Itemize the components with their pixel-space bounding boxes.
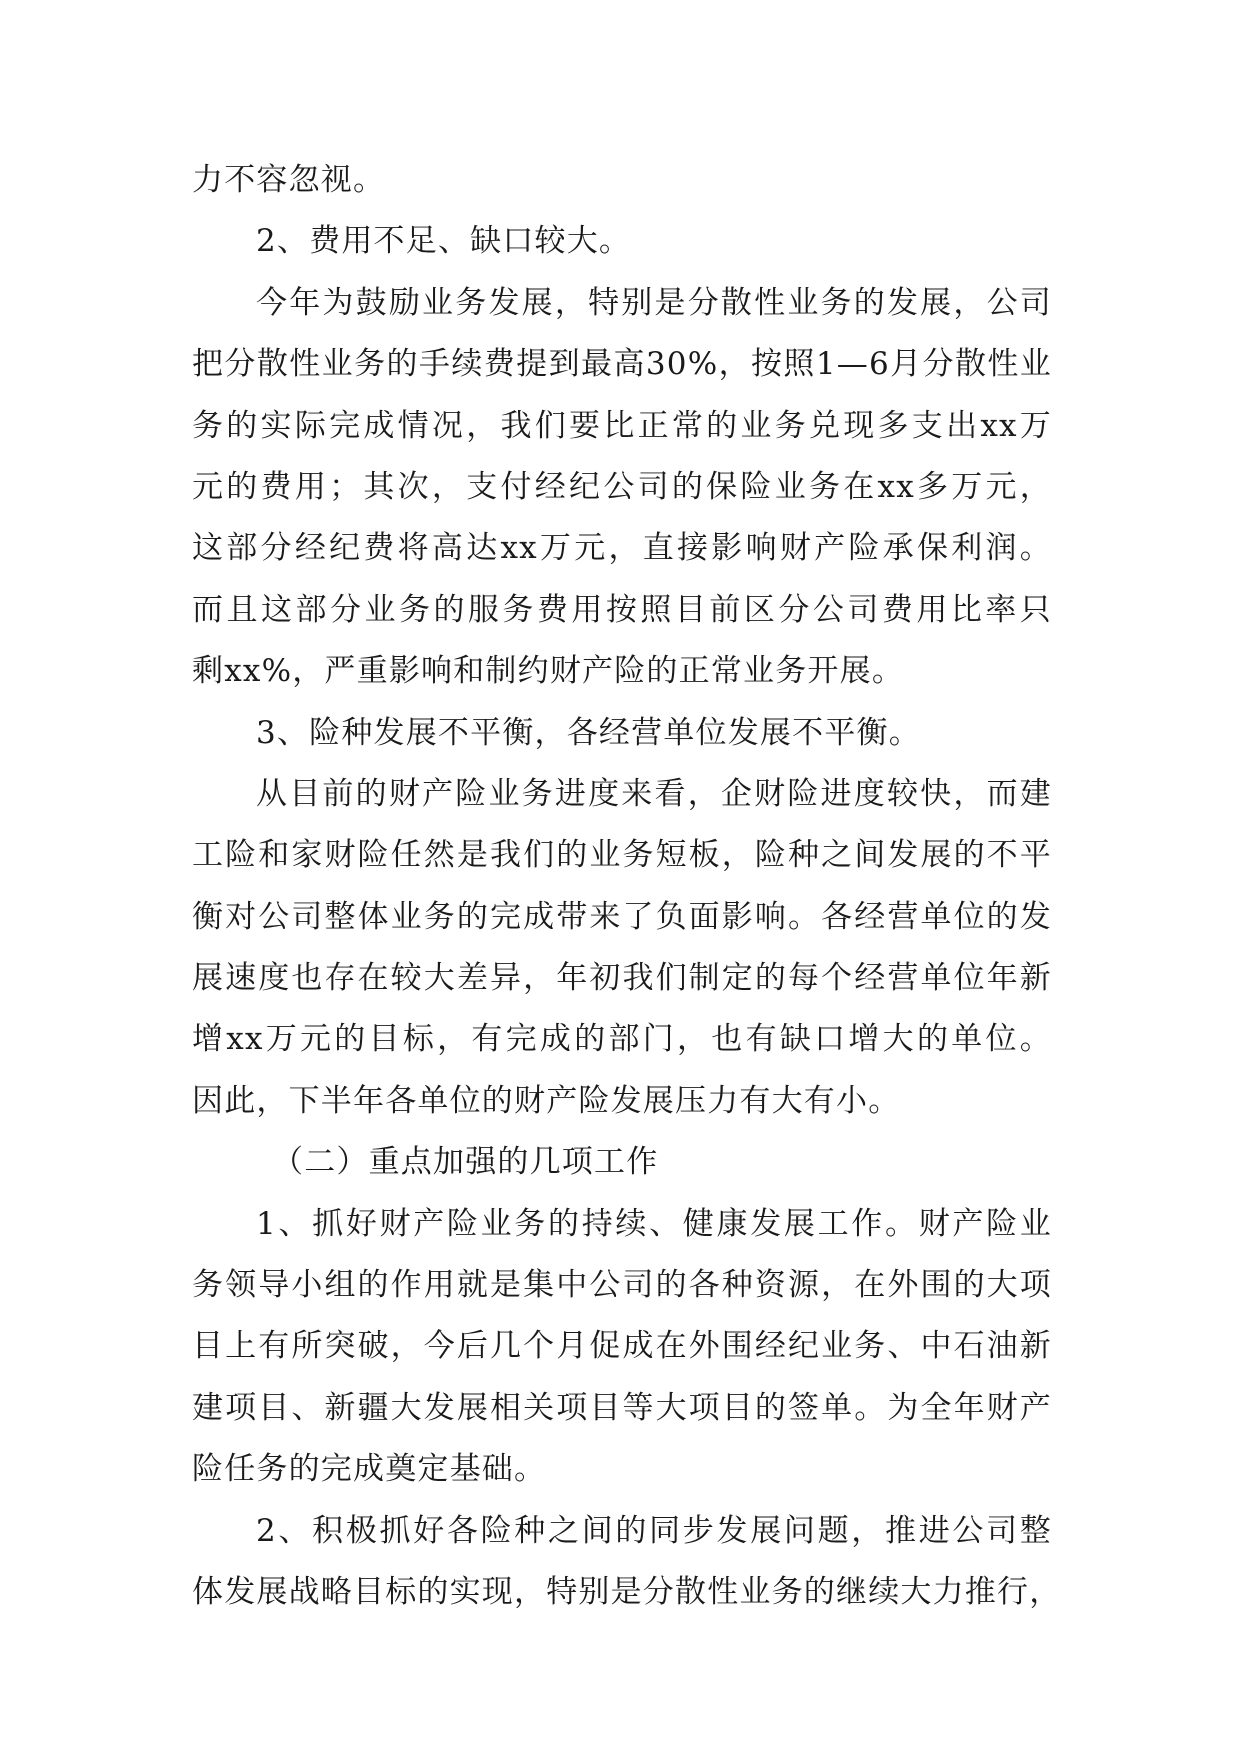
text-line: 1、抓好财产险业务的持续、健康发展工作。财产险业 [256, 1205, 1052, 1242]
text-line: 把分散性业务的手续费提到最高30%，按照1—6月分散性业 [192, 346, 1052, 383]
text-line: 因此，下半年各单位的财产险发展压力有大有小。 [192, 1082, 901, 1119]
section-heading: （二）重点加强的几项工作 [272, 1144, 659, 1181]
text-line: 展速度也存在较大差异，年初我们制定的每个经营单位年新 [192, 960, 1052, 997]
text-line: 增xx万元的目标，有完成的部门，也有缺口增大的单位。 [192, 1021, 1052, 1058]
text-line: 力不容忽视。 [192, 162, 386, 198]
text-line: 工险和家财险任然是我们的业务短板，险种之间发展的不平 [192, 837, 1052, 874]
text-line: 从目前的财产险业务进度来看，企财险进度较快，而建 [256, 775, 1052, 812]
text-line: 目上有所突破，今后几个月促成在外围经纪业务、中石油新 [192, 1328, 1052, 1365]
text-line: 2、积极抓好各险种之间的同步发展问题，推进公司整 [256, 1512, 1052, 1549]
text-line: 这部分经纪费将高达xx万元，直接影响财产险承保利润。 [192, 530, 1052, 567]
text-line: 2、费用不足、缺口较大。 [256, 223, 632, 260]
text-line: 务的实际完成情况，我们要比正常的业务兑现多支出xx万 [192, 407, 1052, 444]
text-line: 元的费用；其次，支付经纪公司的保险业务在xx多万元， [192, 468, 1052, 505]
text-line: 剩xx%，严重影响和制约财产险的正常业务开展。 [192, 653, 905, 690]
text-line: 险任务的完成奠定基础。 [192, 1451, 547, 1488]
text-line: 建项目、新疆大发展相关项目等大项目的签单。为全年财产 [192, 1389, 1052, 1426]
text-line: 衡对公司整体业务的完成带来了负面影响。各经营单位的发 [192, 898, 1052, 935]
text-line: 务领导小组的作用就是集中公司的各种资源，在外围的大项 [192, 1267, 1052, 1304]
text-line: 3、险种发展不平衡，各经营单位发展不平衡。 [256, 714, 921, 751]
text-line: 今年为鼓励业务发展，特别是分散性业务的发展，公司 [256, 284, 1052, 321]
text-line: 体发展战略目标的实现，特别是分散性业务的继续大力推行， [192, 1573, 1062, 1610]
document-body [192, 150, 1062, 1623]
text-line: 而且这部分业务的服务费用按照目前区分公司费用比率只 [192, 591, 1052, 628]
